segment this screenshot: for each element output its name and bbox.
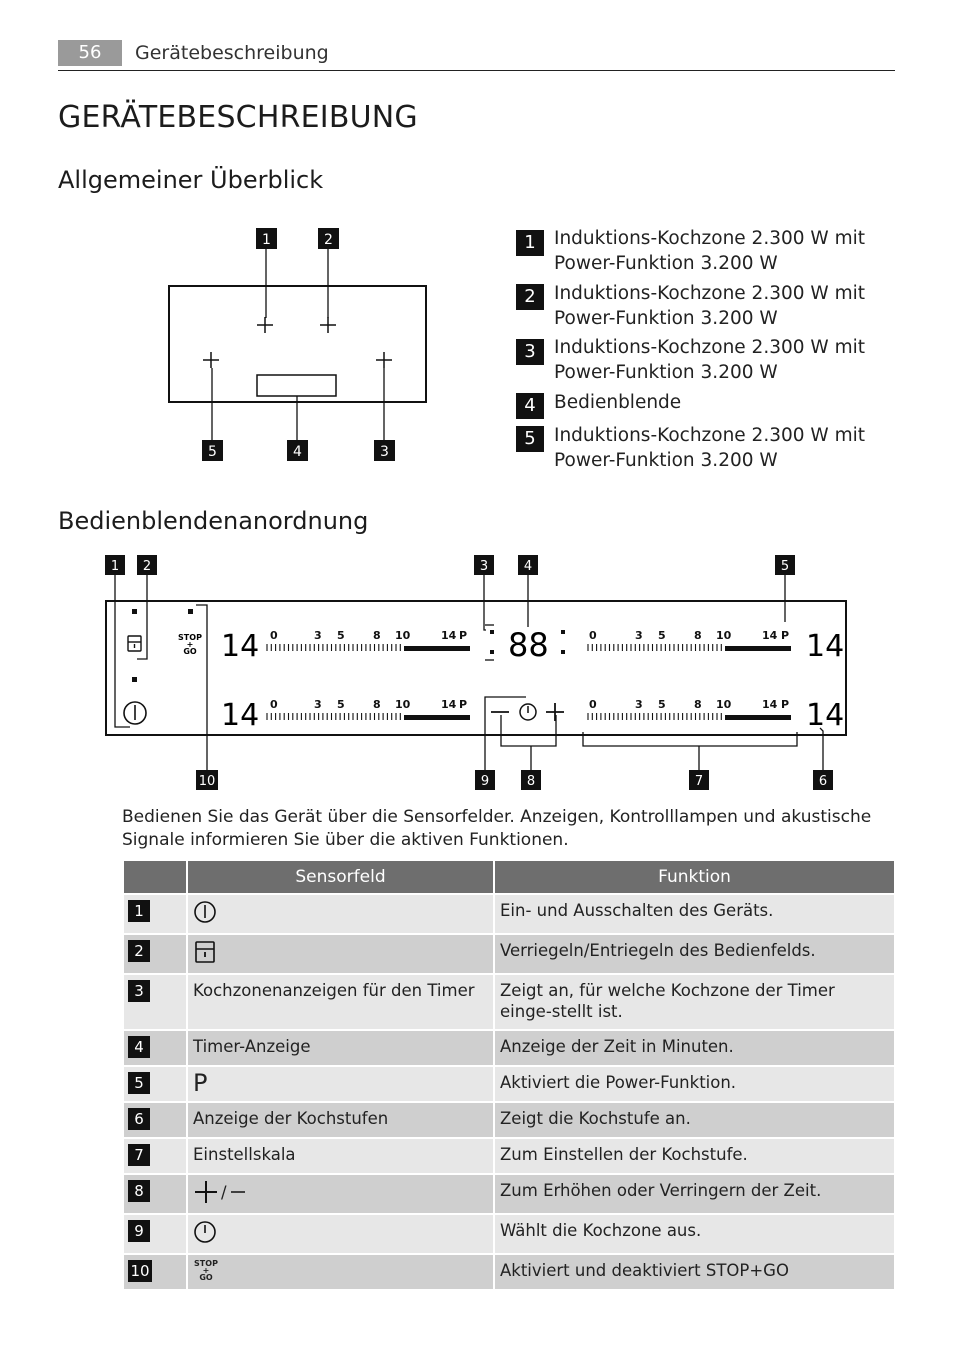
- svg-text:3: 3: [635, 629, 643, 642]
- row-badge: 3: [128, 980, 150, 1002]
- legend-badge-4: 4: [516, 393, 544, 419]
- svg-text:7: 7: [694, 774, 704, 789]
- svg-text:14: 14: [762, 698, 778, 711]
- panel-callout-7: [689, 770, 709, 790]
- panel-callout-3: [474, 555, 494, 575]
- legend-badge-3: 3: [516, 339, 544, 365]
- svg-text:8: 8: [373, 698, 381, 711]
- zone-display-top-right: 14: [806, 629, 845, 664]
- zone-display-bottom-right: 14: [806, 698, 845, 733]
- sensor-cell: Einstellskala: [187, 1138, 494, 1174]
- panel-callout-6: [813, 770, 833, 790]
- svg-text:0: 0: [270, 698, 278, 711]
- legend-badge-2: 2: [516, 284, 544, 310]
- svg-text:6: 6: [818, 774, 828, 789]
- page-title: GERÄTEBESCHREIBUNG: [58, 100, 418, 135]
- intro-text: Bedienen Sie das Gerät über die Sensorfelder. Anzeigen, Kontrolllampen und akustische Signale informieren Sie über die aktiven Funktionen.: [122, 807, 872, 850]
- svg-text:14: 14: [762, 629, 778, 642]
- sensor-cell: Timer-Anzeige: [187, 1030, 494, 1066]
- svg-text:5: 5: [658, 629, 666, 642]
- svg-text:+: +: [186, 640, 194, 649]
- col-header-function: Funktion: [494, 860, 895, 894]
- panel-callout-1: [105, 555, 125, 575]
- svg-text:10: 10: [716, 698, 732, 711]
- power-boost-p-icon: P: [193, 1069, 208, 1097]
- control-panel-diagram: [100, 550, 860, 798]
- svg-text:4: 4: [293, 444, 302, 460]
- svg-text:0: 0: [589, 629, 597, 642]
- table-row: [123, 974, 895, 1030]
- scale-power-bar: [404, 715, 470, 720]
- row-badge: 10: [128, 1260, 152, 1282]
- timer-icon: [193, 1220, 217, 1244]
- legend-badge-5: 5: [516, 426, 544, 452]
- function-cell: Zeigt die Kochstufe an.: [494, 1102, 895, 1138]
- table-row: [123, 1254, 895, 1290]
- scale-power-bar: [725, 646, 791, 651]
- svg-text:3: 3: [380, 444, 389, 460]
- function-cell: Ein- und Ausschalten des Geräts.: [494, 894, 895, 934]
- table-header-row: [123, 860, 895, 894]
- table-row: [123, 1138, 895, 1174]
- svg-text:10: 10: [198, 774, 216, 789]
- svg-text:8: 8: [694, 698, 702, 711]
- svg-text:2: 2: [324, 232, 333, 248]
- panel-callout-5: [775, 555, 795, 575]
- legend-text-5: Induktions-Kochzone 2.300 W mit Power-Funktion 3.200 W: [554, 425, 865, 471]
- svg-text:3: 3: [314, 629, 322, 642]
- table-row: [123, 934, 895, 974]
- svg-text:3: 3: [635, 698, 643, 711]
- svg-text:5: 5: [337, 629, 345, 642]
- svg-text:5: 5: [208, 444, 217, 460]
- timer-display: 88: [508, 626, 549, 664]
- svg-text:3: 3: [314, 698, 322, 711]
- timer-icon: [520, 704, 536, 720]
- lock-icon: [128, 636, 141, 651]
- panel-callout-8: [521, 770, 541, 790]
- svg-text:P: P: [459, 698, 468, 711]
- table-row: [123, 894, 895, 934]
- svg-text:0: 0: [589, 698, 597, 711]
- svg-text:10: 10: [395, 629, 411, 642]
- svg-text:5: 5: [658, 698, 666, 711]
- zone-display-bottom-left: 14: [221, 698, 260, 733]
- row-badge: 8: [128, 1180, 150, 1202]
- row-badge: 6: [128, 1108, 150, 1130]
- svg-text:2: 2: [142, 559, 152, 574]
- diagram-callout-5: [202, 440, 223, 461]
- stop-go-icon: [178, 633, 202, 656]
- function-cell: Zum Erhöhen oder Verringern der Zeit.: [494, 1174, 895, 1214]
- svg-text:8: 8: [373, 629, 381, 642]
- svg-text:14: 14: [441, 698, 457, 711]
- diagram-callout-3: [374, 440, 395, 461]
- panel-callout-10: [196, 770, 218, 790]
- section-heading-overview: Allgemeiner Überblick: [58, 166, 324, 194]
- svg-text:GO: GO: [183, 647, 197, 656]
- table-row: [123, 1174, 895, 1214]
- row-badge: 1: [128, 900, 150, 922]
- section-heading-panel: Bedienblendenanordnung: [58, 507, 369, 535]
- legend-text-4: Bedienblende: [554, 392, 682, 413]
- function-cell: Aktiviert und deaktiviert STOP+GO: [494, 1254, 895, 1290]
- row-badge: 7: [128, 1144, 150, 1166]
- row-badge: 9: [128, 1220, 150, 1242]
- svg-text:STOP: STOP: [178, 633, 202, 642]
- col-header-sensor: Sensorfeld: [187, 860, 494, 894]
- panel-callout-2: [137, 555, 157, 575]
- plus-minus-icon: /: [221, 1182, 227, 1202]
- svg-text:5: 5: [337, 698, 345, 711]
- lock-icon: [193, 940, 217, 964]
- zone-display-top-left: 14: [221, 629, 260, 664]
- legend-text-3: Induktions-Kochzone 2.300 W mit Power-Funktion 3.200 W: [554, 337, 865, 383]
- svg-text:5: 5: [780, 559, 790, 574]
- svg-text:1: 1: [110, 559, 120, 574]
- function-cell: Wählt die Kochzone aus.: [494, 1214, 895, 1254]
- svg-text:0: 0: [270, 629, 278, 642]
- legend-text-1: Induktions-Kochzone 2.300 W mit Power-Funktion 3.200 W: [554, 228, 865, 274]
- timer-plus-icon: [546, 703, 564, 721]
- diagram-callout-2: [318, 228, 339, 249]
- col-header-num: [123, 860, 187, 894]
- scale-power-bar: [404, 646, 470, 651]
- power-icon: [124, 702, 146, 724]
- table-row: [123, 1066, 895, 1102]
- svg-text:3: 3: [479, 559, 489, 574]
- hob-overview-diagram: [150, 222, 450, 467]
- svg-text:P: P: [781, 698, 790, 711]
- diagram-callout-1: [256, 228, 277, 249]
- svg-text:1: 1: [262, 232, 271, 248]
- svg-text:8: 8: [526, 774, 536, 789]
- svg-text:P: P: [459, 629, 468, 642]
- svg-text:4: 4: [523, 559, 533, 574]
- svg-text:10: 10: [716, 629, 732, 642]
- function-cell: Zum Einstellen der Kochstufe.: [494, 1138, 895, 1174]
- function-table: [122, 859, 896, 1291]
- row-badge: 2: [128, 940, 150, 962]
- table-row: [123, 1102, 895, 1138]
- legend-text-2: Induktions-Kochzone 2.300 W mit Power-Funktion 3.200 W: [554, 283, 865, 329]
- function-cell: Zeigt an, für welche Kochzone der Timer einge-stellt ist.: [494, 974, 895, 1030]
- table-row: [123, 1214, 895, 1254]
- svg-text:14: 14: [441, 629, 457, 642]
- function-cell: Verriegeln/Entriegeln des Bedienfelds.: [494, 934, 895, 974]
- page-number: 56: [58, 40, 122, 66]
- header-rule: [58, 70, 895, 71]
- row-badge: 4: [128, 1036, 150, 1058]
- diagram-callout-4: [287, 440, 308, 461]
- row-badge: 5: [128, 1072, 150, 1094]
- scale-power-bar: [725, 715, 791, 720]
- panel-callout-4: [518, 555, 538, 575]
- svg-text:P: P: [781, 629, 790, 642]
- legend-badge-1: 1: [516, 230, 544, 256]
- stop-go-icon: STOP + GO: [194, 1259, 218, 1282]
- svg-text:9: 9: [480, 774, 490, 789]
- sensor-cell: Kochzonenanzeigen für den Timer: [187, 974, 494, 1030]
- running-title: Gerätebeschreibung: [135, 42, 329, 64]
- svg-text:8: 8: [694, 629, 702, 642]
- function-cell: Anzeige der Zeit in Minuten.: [494, 1030, 895, 1066]
- panel-callout-9: [475, 770, 495, 790]
- sensor-cell: Anzeige der Kochstufen: [187, 1102, 494, 1138]
- svg-text:10: 10: [395, 698, 411, 711]
- table-row: [123, 1030, 895, 1066]
- power-icon: [193, 900, 217, 924]
- function-cell: Aktiviert die Power-Funktion.: [494, 1066, 895, 1102]
